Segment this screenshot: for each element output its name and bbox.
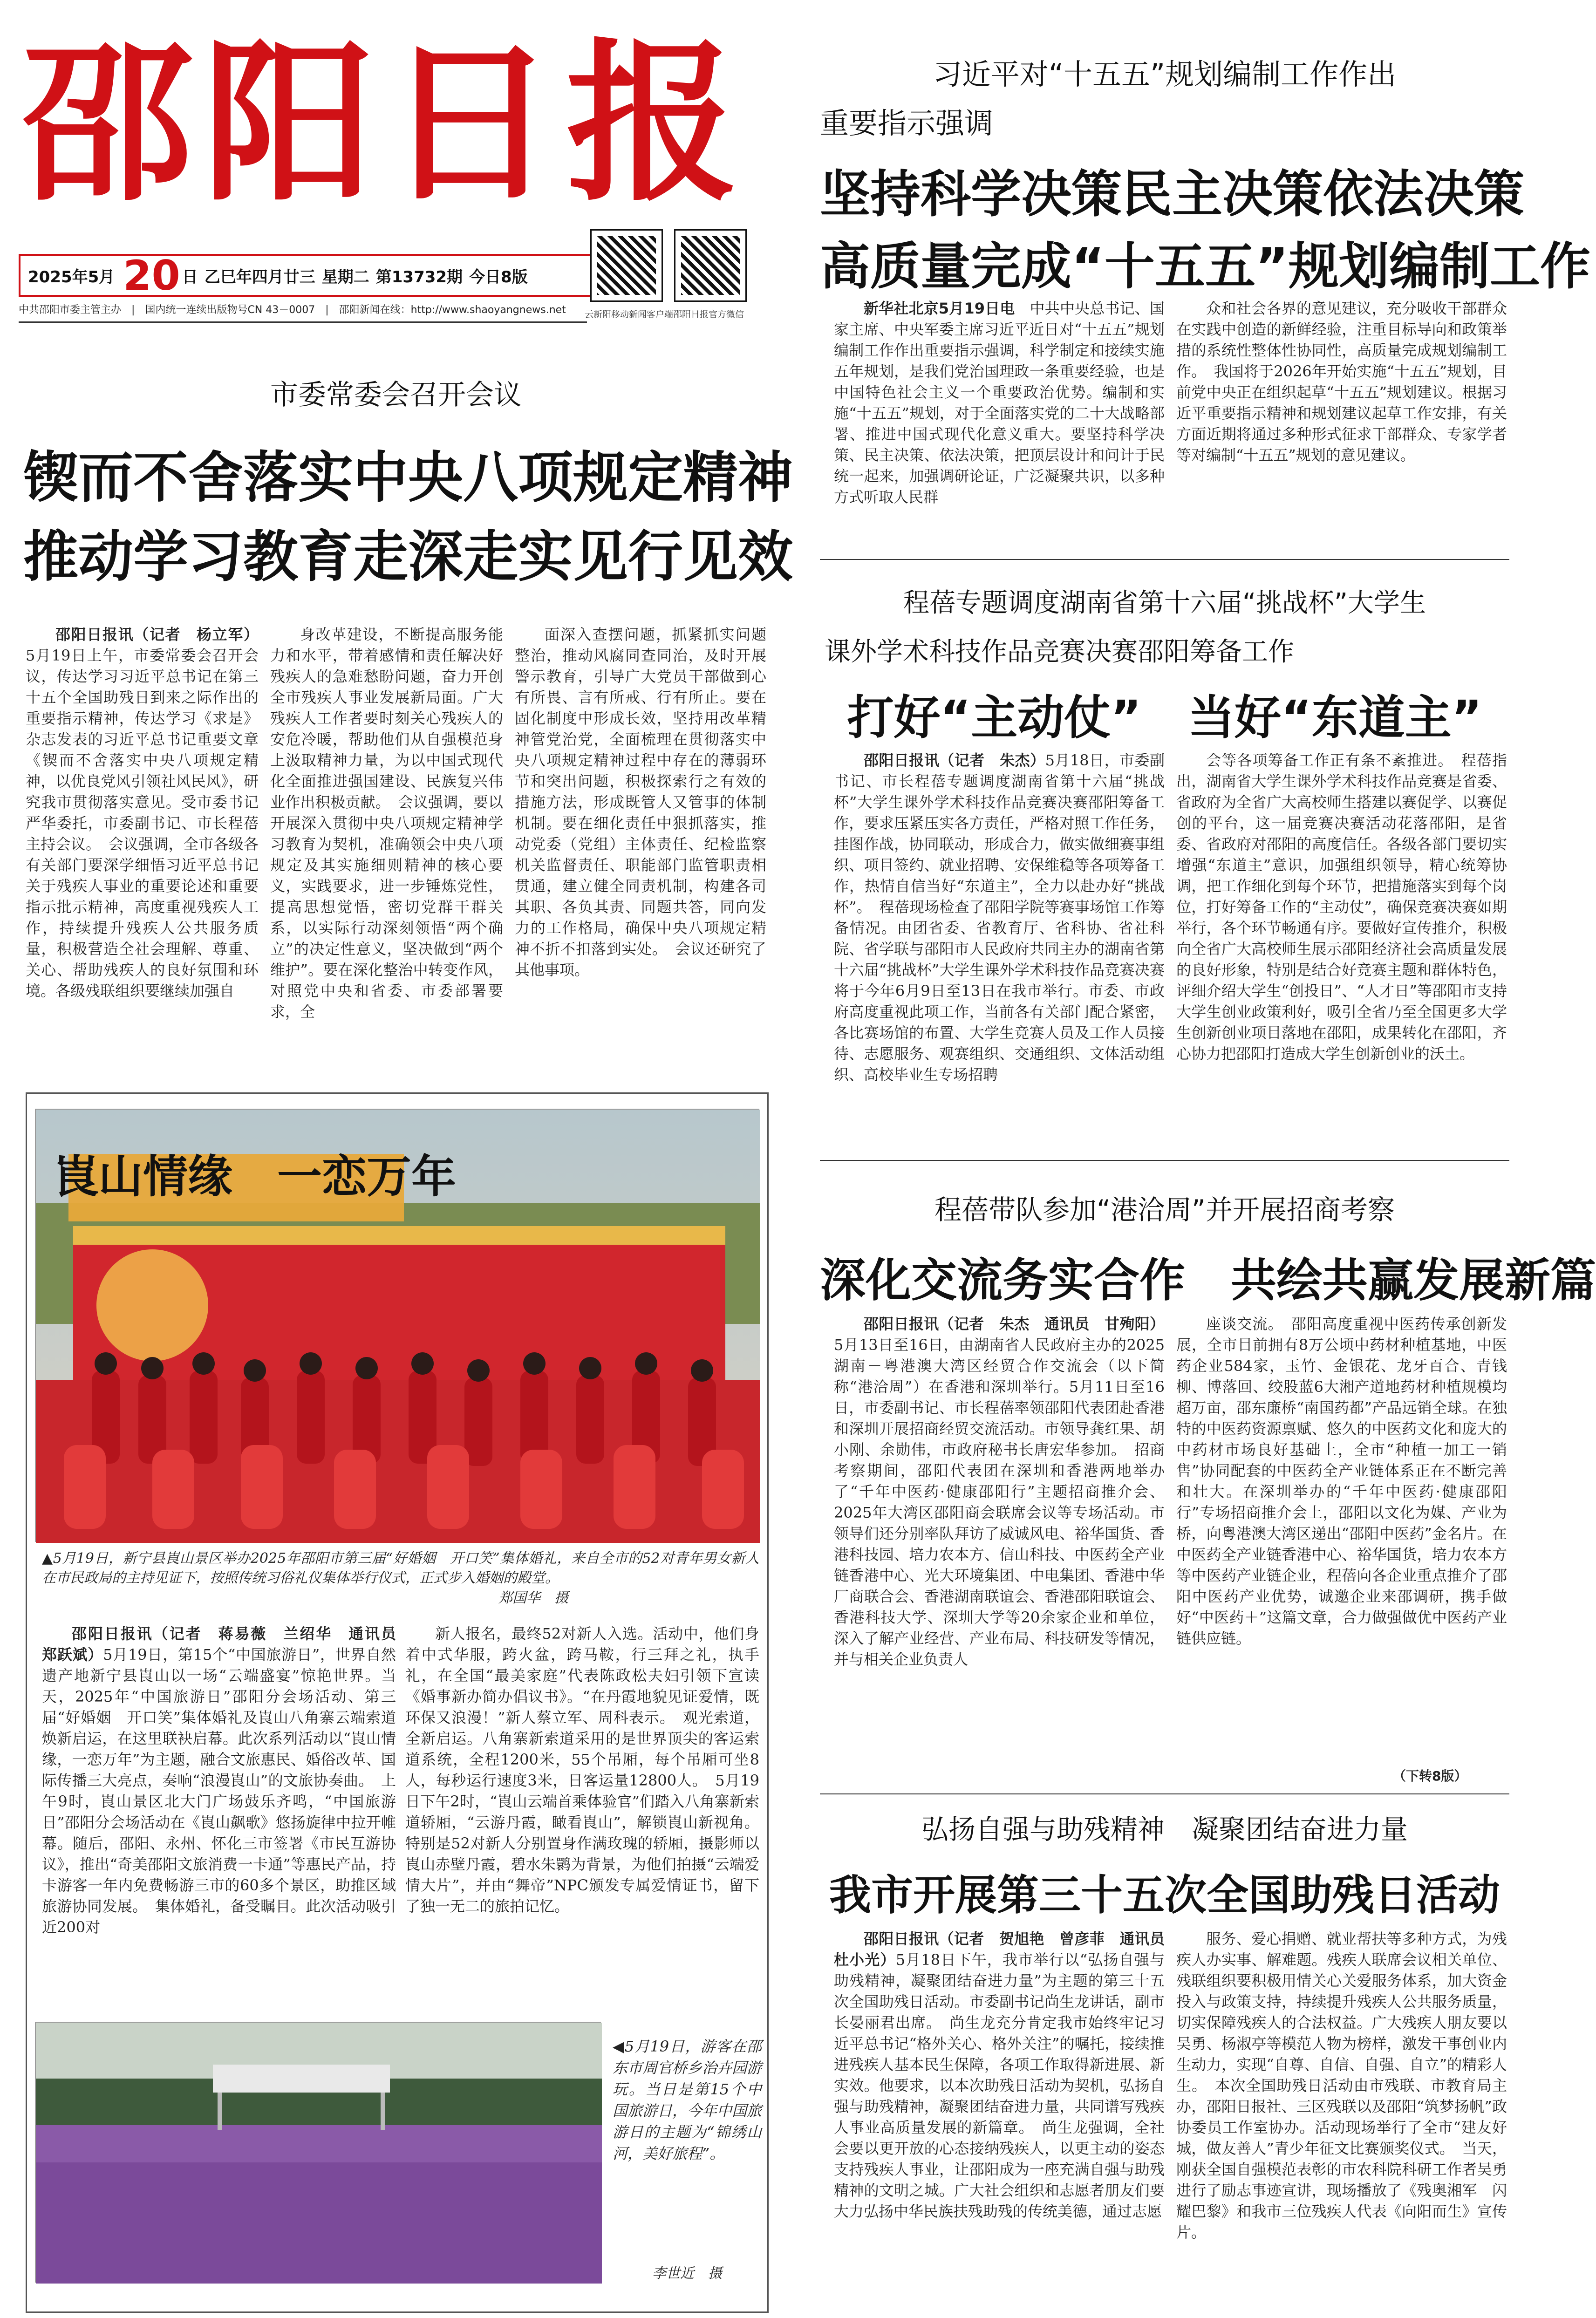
photo-banner: 崀山情缘 一恋万年 <box>54 1151 456 1203</box>
right-story3-column-1 <box>834 1314 1165 1784</box>
date-prefix: 2025年5月 <box>28 267 115 286</box>
right-story4-headline: 我市开展第三十五次全国助残日活动 <box>829 1871 1500 1920</box>
left-story-headline-1: 锲而不舍落实中央八项规定精神 <box>23 445 793 510</box>
right-story1-col1-text: 中共中央总书记、国家主席、中央军委主席习近平近日对“十五五”规划编制工作作出重要指示强调，科学制定和接续实施五年规划，是我们党治国理政一条重要经验，也是中国特色社会主义一个重要政治优势。编制和实施“十五五”规划，对于全面落实党的二十大战略部署、推进中国式现代化意义重大。要坚持科学决策、民主决策、依法决策，把顶层设计和问计于民统一起来，加强调研论证，广泛凝聚共识，以多种方式听取人民群 <box>834 300 1165 506</box>
photo-story-byline: 邵阳日报讯（记者 蒋易薇 兰绍华 通讯员 郑跃斌） <box>42 1625 411 1664</box>
masthead-rule <box>19 321 587 323</box>
right-story1-column-1 <box>834 298 1165 550</box>
date-day: 20 <box>123 251 180 300</box>
right-story2-kicker-2: 课外学术科技作品竞赛决赛邵阳筹备工作 <box>825 637 1294 667</box>
right-story2-col1-text: 5月18日，市委副书记、市长程蓓专题调度湖南省第十六届“挑战杯”大学生课外学术科技作品竞赛决赛邵阳筹备工作，要求压紧压实各方责任，严格对照工作任务，挂图作战，协同联动，形成合力，做实做细赛事组织、项目签约、就业招聘、安保维稳等各项筹备工作，热情自信当好“东道主”，全力以赴办好“挑战杯”。 程蓓现场检查了邵阳学院等赛事场馆工作筹备情况。由团省委、省教育厅、省科协、省社科院、省学联与邵阳市人民政府共同主办的湖南省第十六届“挑战杯”大学生课外学术科技作品竞赛决赛将于今年6月9日至13日在我市举行。市委、市政府高度重视此项工作，当前各有关部门配合紧密，各比赛场馆的布置、大学生竞赛人员及工作人员接待、志愿服务、观赛组织、交通组织、文体活动组织、高校毕业生专场招聘 <box>834 751 1165 1084</box>
date-suffix: 日 <box>182 267 198 286</box>
masthead-meta: 中共邵阳市委主管主办 | 国内统一连续出版物号CN 43－0007 | 邵阳新闻在线：http://www.shaoyangnews.net <box>19 304 566 316</box>
right-story1-col2-text: 众和社会各界的意见建议，充分吸收干部群众在实践中创造的新鲜经验，注重目标导向和政策举措的系统性整体性协同性，高质量完成规划编制工作。 我国将于2026年开始实施“十五五”规划，目前党中央正在组织起草“十五五”规划建议。根据习近平重要指示精神和规划建议起草工作安排，有关方面近期将通过多种形式征求干部群众、专家学者等对编制“十五五”规划的意见建议。 <box>1176 300 1507 464</box>
right-story1-kicker-1: 习近平对“十五五”规划编制工作作出 <box>933 57 1397 91</box>
right-story2-col2-text: 会等各项筹备工作正有条不紊推进。 程蓓指出，湖南省大学生课外学术科技作品竞赛是省委、省政府为全省广大高校师生搭建以赛促学、以赛促创的平台，这一届竞赛决赛活动花落邵阳，是省委、省政府对邵阳的高度信任。各级各部门要切实增强“东道主”意识，加强组织领导，精心统筹协调，把工作细化到每个环节，把措施落实到每个岗位，打好筹备工作的“主动仗”，确保竞赛决赛如期举行，各个环节畅通有序。要做好宣传推介，积极向全省广大高校师生展示邵阳经济社会高质量发展的良好形象，特别是结合好竞赛主题和群体特色，评细介绍大学生“创投日”、“人才日”等邵阳市支持大学生创业政策利好，吸引全省乃至全国更多大学生创新创业项目落地在邵阳，成果转化在邵阳，齐心协力把邵阳打造成大学生创新创业的沃土。 <box>1176 751 1507 1063</box>
qr1-caption: 云新阳移动新闻客户端 <box>585 309 674 320</box>
right-story3-col1-text: 5月13日至16日，由湖南省人民政府主办的2025湖南－粤港澳大湾区经贸合作交流会（以下简称“港洽周”）在香港和深圳举行。5月11日至16日，市委副书记、市长程蓓率领邵阳代表团赴香港和深圳开展招商经贸交流活动。市领导龚红果、胡小刚、余勋伟，市政府秘书长唐宏华参加。 招商考察期间，邵阳代表团在深圳和香港两地举办了“千年中医药·健康邵阳行”主题招商推介会、2025年大湾区邵阳商会联席会议等专场活动。市领导们还分别率队拜访了威诚风电、裕华国货、香港科技园、培力农本方、信山科技、中医药全产业链香港中心、光大环境集团、中电集团、香港中华厂商联合会、香港湖南联谊会、香港邵阳联谊会、香港科技大学、深圳大学等20余家企业和单位，深入了解产业经营、产业布局、科技研发等情况，并与相关企业负责人 <box>834 1336 1165 1668</box>
right-story3-col2-text: 座谈交流。 邵阳高度重视中医药传承创新发展，全市目前拥有8万公顷中药材种植基地，中医药企业584家，玉竹、金银花、龙牙百合、青钱柳、博落回、绞股蓝6大湘产道地药材种植规模均超万亩，邵东廉桥“南国药都”产品远销全球。在独特的中医药资源禀赋、悠久的中医药文化和庞大的中药材市场良好基础上，全市“种植一加工一销售”协同配套的中医药全产业链体系正在不断完善和壮大。在深圳举办的“千年中医药·健康邵阳行”专场招商推介会上，邵阳以文化为媒、产业为桥，向粤港澳大湾区递出“邵阳中医药”金名片。在中医药全产业链香港中心、裕华国货，培力农本方等中医药产业链企业，程蓓向各企业重点推介了邵阳中医药产业优势，诚邀企业来邵调研，携手做好“中医药＋”这篇文章，合力做强做优中医药产业链供应链。 <box>1176 1315 1507 1647</box>
left-story-col2-text: 身改革建设，不断提高服务能力和水平，带着感情和责任解决好残疾人的急难愁盼问题，奋力开创全市残疾人事业发展新局面。广大残疾人工作者要时刻关心残疾人的安危冷暖，帮助他们从自强模范身上汲取精神力量，为以中国式现代化全面推进强国建设、民族复兴伟业作出积极贡献。 会议强调，要以开展深入贯彻中央八项规定精神学习教育为契机，准确领会中央八项规定及其实施细则精神的核心要义，实践要求，进一步锤炼党性，提高思想觉悟，密切党群干群关系，以实际行动深刻领悟“两个确立”的决定性意义，坚决做到“两个维护”。要在深化整治中转变作风，对照党中央和省委、市委部署要求，全 <box>270 626 503 1021</box>
right-story1-headline-2: 高质量完成“十五五”规划编制工作 <box>820 238 1590 296</box>
right-story1-kicker-2: 重要指示强调 <box>820 106 994 140</box>
flower-field-photo <box>35 2022 601 2283</box>
qr-code-icon <box>592 231 662 300</box>
right-story1-byline: 新华社北京5月19日电 <box>864 300 1015 317</box>
left-story-column-2 <box>270 624 503 1085</box>
qr-code-icon <box>675 231 745 300</box>
right-story3-kicker: 程蓓带队参加“港洽周”并开展招商考察 <box>934 1194 1395 1226</box>
dateline <box>19 251 610 300</box>
wedding-caption-text: ▲5月19日，新宁县崀山景区举办2025年邵阳市第三届“好婚姻 开口笑”集体婚礼，来自全市的52对青年男女新人在市民政局的主持见证下，按照传统习俗礼仪集体举行仪式，正式步入婚姻的殿堂。 <box>42 1550 759 1586</box>
right-story2-headline: 打好“主动仗” 当好“东道主” <box>847 690 1482 745</box>
photo-story-column-1 <box>42 1623 411 2017</box>
jump-to-page-8[interactable]: （下转8版） <box>1393 1768 1467 1784</box>
weekday: 星期二 <box>321 267 369 286</box>
right-story4-column-2 <box>1176 1929 1507 2311</box>
right-story3-byline: 邵阳日报讯（记者 朱杰 通讯员 甘殉阳） <box>864 1315 1165 1333</box>
left-story-col3-text: 面深入查摆问题，抓紧抓实问题整治，推动风腐同查同治，及时开展警示教育，引导广大党员干部做到心有所畏、言有所戒、行有所止。要在固化制度中形成长效，坚持用改革精神管党治党，全面梳理在贯彻落实中央八项规定精神过程中存在的薄弱环节和突出问题，积极探索行之有效的措施方法，形成既管人又管事的体制机制。要在细化责任中狠抓落实，推动党委（党组）主体责任、纪检监察机关监督责任、职能部门监管职责相贯通，建立健全同责机制，构建各司其职、各负其责、同题共答，同向发力的工作格局，确保中央八项规定精神不折不扣落到实处。 会议还研究了其他事项。 <box>515 626 766 979</box>
publisher: 中共邵阳市委主管主办 <box>19 304 122 316</box>
lunar-date: 乙巳年四月廿三 <box>204 267 315 286</box>
right-story4-col1-text: 5月18日下午，我市举行以“弘扬自强与助残精神，凝聚团结奋进力量”为主题的第三十五次全国助残日活动。市委副书记尚生龙讲话，副市长晏丽君出席。 尚生龙充分肯定我市始终牢记习近平总书记“格外关心、格外关注”的嘱托，接续推进残疾人基本民生保障，各项工作取得新进展、新实效。他要求，以本次助残日活动为契机，弘扬自强与助残精神，凝聚团结奋进力量，共同谱写残疾人事业高质量发展的新篇章。 尚生龙强调，全社会要以更开放的心态接纳残疾人，以更主动的姿态支持残疾人事业，让邵阳成为一座充满自强与助残精神的文明之城。广大社会组织和志愿者朋友们要大力弘扬中华民族扶残助残的传统美德，通过志愿 <box>834 1951 1165 2220</box>
photo-story-col1-text: 5月19日，第15个“中国旅游日”，世界自然遗产地新宁县崀山以一场“云端盛宴”惊艳世界。当天，2025年“中国旅游日”邵阳分会场活动、第三届“好婚姻 开口笑”集体婚礼及崀山八角寨云端索道焕新启运，在这里联袂启幕。此次系列活动以“崀山情缘，一恋万年”为主题，融合文旅惠民、婚俗改革、国际传播三大亮点，奏响“浪漫崀山”的文旅协奏曲。 上午9时，崀山景区北大门广场鼓乐齐鸣，“中国旅游日”邵阳分会场活动在《崀山飙歌》悠扬旋律中拉开帷幕。随后，邵阳、永州、怀化三市签署《市民互游协议》，推出“奇美邵阳文旅消费一卡通”等惠民产品，持卡游客一年内免费畅游三市的60多个景区，助推区域旅游协同发展。 集体婚礼，备受瞩目。此次活动吸引近200对 <box>42 1646 396 1936</box>
flower-field-illustration <box>36 2023 602 2284</box>
right-story2-byline: 邵阳日报讯（记者 朱杰） <box>864 751 1045 769</box>
left-story-column-3 <box>515 624 766 1085</box>
divider <box>820 559 1509 560</box>
divider <box>820 1160 1509 1161</box>
right-story4-column-1 <box>834 1929 1180 2311</box>
right-story3-column-2 <box>1176 1314 1507 1761</box>
qr2-caption: 邵阳日报官方微信 <box>673 309 744 320</box>
left-story-kicker: 市委常委会召开会议 <box>270 379 522 411</box>
right-story4-kicker: 弘扬自强与助残精神 凝聚团结奋进力量 <box>921 1813 1408 1845</box>
newspaper-logo: 邵阳日报 <box>21 22 748 225</box>
right-story2-kicker-1: 程蓓专题调度湖南省第十六届“挑战杯”大学生 <box>903 588 1426 618</box>
divider <box>820 1793 1509 1794</box>
wedding-photo-credit: 郑国华 摄 <box>498 1590 568 1606</box>
issue-number: 第13732期 <box>375 267 463 286</box>
flower-photo-caption: ◀5月19日，游客在邵东市周官桥乡治卉园游玩。当日是第15个中国旅游日，今年中国旅游日的主题为“锦绣山河，美好旅程”。 <box>613 2038 762 2162</box>
photo-story-column-2 <box>405 1623 759 2017</box>
left-story-col1-text: 5月19日上午，市委常委会召开会议，传达学习习近平总书记在第三十五个全国助残日到来之际作出的重要指示精神，传达学习《求是》杂志发表的习近平总书记重要文章《锲而不舍落实中央八项规定精神，以优良党风引领社风民风》，研究我市贯彻落实意见。受市委书记严华委托，市委副书记、市长程蓓主持会议。 会议强调，全市各级各有关部门要深学细悟习近平总书记关于残疾人事业的重要论述和重要指示批示精神，高度重视残疾人工作，持续提升残疾人公共服务质量，积极营造全社会理解、尊重、关心、帮助残疾人的良好氛围和环境。各级残联组织要继续加强自 <box>26 647 259 1000</box>
right-story1-headline-1: 坚持科学决策民主决策依法决策 <box>820 165 1525 224</box>
right-story2-column-2 <box>1176 750 1507 1151</box>
left-story-headline-2: 推动学习教育走深走实见行见效 <box>23 525 793 589</box>
website-link[interactable]: 邵阳新闻在线：http://www.shaoyangnews.net <box>339 304 566 316</box>
flower-photo-credit: 李世近 摄 <box>652 2265 722 2282</box>
right-story3-headline: 深化交流务实合作 共绘共赢发展新篇 <box>820 1254 1596 1307</box>
photo-story-col2-text: 新人报名，最终52对新人入选。活动中，他们身着中式华服，跨火盆，跨马鞍，行三拜之礼，执手礼，在全国“最美家庭”代表陈政松夫妇引领下宣读《婚事新办简办倡议书》。“在丹霞地貌见证爱情，既环保又浪漫！”新人蔡立军、周科表示。 观光索道，全新启运。八角寨新索道采用的是世界顶尖的客运索道系统，全程1200米，55个吊厢，每个吊厢可坐8人，每秒运行速度3米，日客运量12800人。 5月19日下午2时，“崀山云端首乘体验官”们踏入八角寨新索道轿厢，“云游丹霞，瞰看崀山”，解锁崀山新视角。特别是52对新人分别置身作满玫瑰的轿厢，摄影师以崀山赤壁丹霞，碧水朱鹮为背景，为他们拍摄“云端爱情大片”，并由“舞帝”NPC颁发专属爱情证书，留下了独一无二的旅拍记忆。 <box>405 1625 759 1915</box>
right-story4-col2-text: 服务、爱心捐赠、就业帮扶等多种方式，为残疾人办实事、解难题。残疾人联席会议相关单位、残联组织要积极用情关心关爱服务体系，加大资金投入与政策支持，持续提升残疾人公共服务质量，切实保障残疾人的合法权益。广大残疾人朋友要以吴勇、杨淑亭等模范人物为榜样，激发干事创业内生动力，实现“自尊、自信、自强、自立”的精彩人生。 本次全国助残日活动由市残联、市教育局主办，邵阳日报社、三区残联以及邵阳“筑梦扬帆”政协委员工作室协办。活动现场举行了全市“建友好城，做友善人”青少年征文比赛颁奖仪式。 当天，刚获全国自强模范表彰的市农科院科研工作者吴勇进行了励志事迹宣讲，现场播放了《残奥湘军 闪耀巴黎》和我市三位残疾人代表《向阳而生》宣传片。 <box>1176 1930 1507 2241</box>
cn-code: 国内统一连续出版物号CN 43－0007 <box>145 304 315 316</box>
right-story1-column-2 <box>1176 298 1507 550</box>
page-count: 今日8版 <box>469 267 528 286</box>
left-story-byline: 邵阳日报讯（记者 杨立军） <box>55 626 259 643</box>
left-story-column-1 <box>26 624 259 1085</box>
right-story2-column-1 <box>834 750 1165 1151</box>
right-story4-byline: 邵阳日报讯（记者 贺旭艳 曾彦菲 通讯员 杜小光） <box>834 1930 1180 1969</box>
